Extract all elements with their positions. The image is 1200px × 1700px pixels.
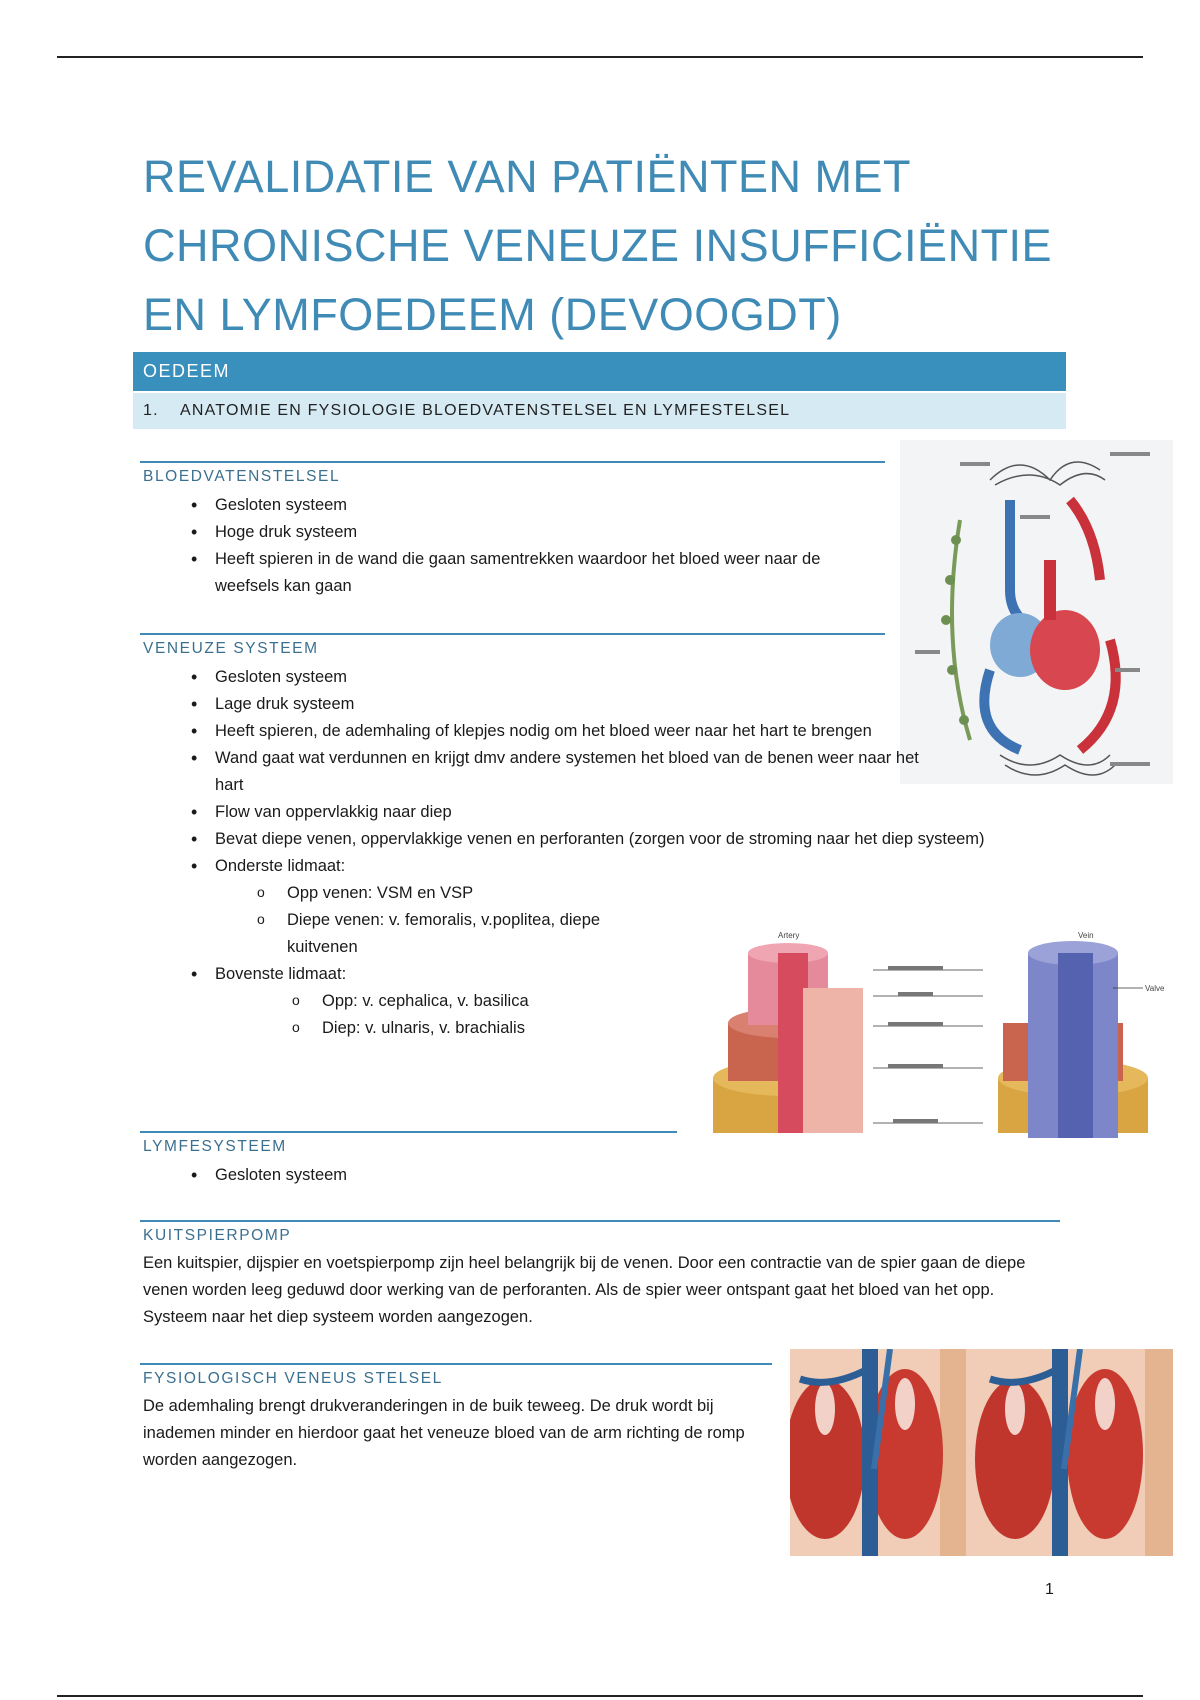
section-heading-text: ANATOMIE EN FYSIOLOGIE BLOEDVATENSTELSEL EN LYMFESTELSEL [180, 402, 791, 419]
kuitspierpomp-text: Een kuitspier, dijspier en voetspierpomp zijn heel belangrijk bij de venen. Door een contractie van de spier gaan de diepe venen worden leeg geduwd door werking van de perforanten. Als de spier weer ontspant gaat het bloed van het opp. Systeem naar het diep systeem worden aangezogen. [143, 1254, 1026, 1326]
title-line: EN LYMFOEDEEM (DEVOOGDT) [143, 289, 842, 340]
list-item: • Gesloten systeem [143, 664, 1023, 691]
heading-veneuze-systeem: VENEUZE SYSTEEM [143, 640, 319, 657]
page-number: 1 [1045, 1581, 1054, 1598]
lymfe-list [143, 1162, 888, 1189]
heading-lymfesysteem: LYMFESYSTEEM [143, 1138, 287, 1155]
list-item: • Heeft spieren in de wand die gaan samentrekken waardoor het bloed weer naar de weefsels kan gaan [143, 546, 888, 600]
artery-vein-diagram [703, 928, 1165, 1146]
section-rule [140, 1131, 677, 1133]
footer-rule [57, 1695, 1143, 1697]
label-artery: Artery [778, 931, 800, 940]
muscle-pump-illustration [790, 1349, 1173, 1556]
fysiologisch-text: De ademhaling brengt drukveranderingen in de buik teweeg. De druk wordt bij inademen minder en hierdoor gaat het veneuze bloed van de arm richting de romp worden aangezogen. [143, 1397, 745, 1469]
bloedvaten-list [143, 492, 888, 600]
list-item: • Wand gaat wat verdunnen en krijgt dmv andere systemen het bloed van de benen weer naar het hart [143, 745, 935, 799]
section-number: 1. [143, 402, 159, 419]
chapter-heading: OEDEEM [133, 352, 1066, 391]
onderste-sublist [215, 880, 635, 961]
title-line: REVALIDATIE VAN PATIËNTEN MET [143, 151, 911, 202]
sublist-item: o Opp venen: VSM en VSP [215, 880, 635, 907]
document-title [143, 142, 1053, 349]
list-item: • Hoge druk systeem [143, 519, 888, 546]
heading-kuitspierpomp: KUITSPIERPOMP [143, 1227, 292, 1244]
bovenste-label: Bovenste lidmaat: [215, 965, 347, 983]
heading-fysiologisch-veneus-stelsel: FYSIOLOGISCH VENEUS STELSEL [143, 1370, 443, 1387]
section-rule [140, 1363, 772, 1365]
list-item: • Gesloten systeem [143, 492, 888, 519]
section-rule [140, 461, 885, 463]
onderste-label: Onderste lidmaat: [215, 857, 346, 875]
list-item: • Gesloten systeem [143, 1162, 888, 1189]
list-item: • Bevat diepe venen, oppervlakkige venen en perforanten (zorgen voor de stroming naar het diep systeem) [143, 826, 1023, 853]
section-rule [140, 1220, 1060, 1222]
title-line: CHRONISCHE VENEUZE INSUFFICIËNTIE [143, 220, 1053, 271]
sublist-item: o Diep: v. ulnaris, v. brachialis [215, 1015, 1023, 1042]
label-valve: Valve [1145, 984, 1165, 993]
header-rule [57, 56, 1143, 58]
heading-bloedvatenstelsel: BLOEDVATENSTELSEL [143, 468, 341, 485]
list-item: • Heeft spieren, de ademhaling of klepjes nodig om het bloed weer naar het hart te brengen [143, 718, 935, 745]
list-item: • Lage druk systeem [143, 691, 1023, 718]
section-heading [133, 393, 1066, 429]
sublist-item: o Opp: v. cephalica, v. basilica [215, 988, 1023, 1015]
section-rule [140, 633, 885, 635]
list-item: • Flow van oppervlakkig naar diep [143, 799, 1023, 826]
label-vein: Vein [1078, 931, 1094, 940]
sublist-item: o Diepe venen: v. femoralis, v.poplitea, diepe kuitvenen [215, 907, 635, 961]
